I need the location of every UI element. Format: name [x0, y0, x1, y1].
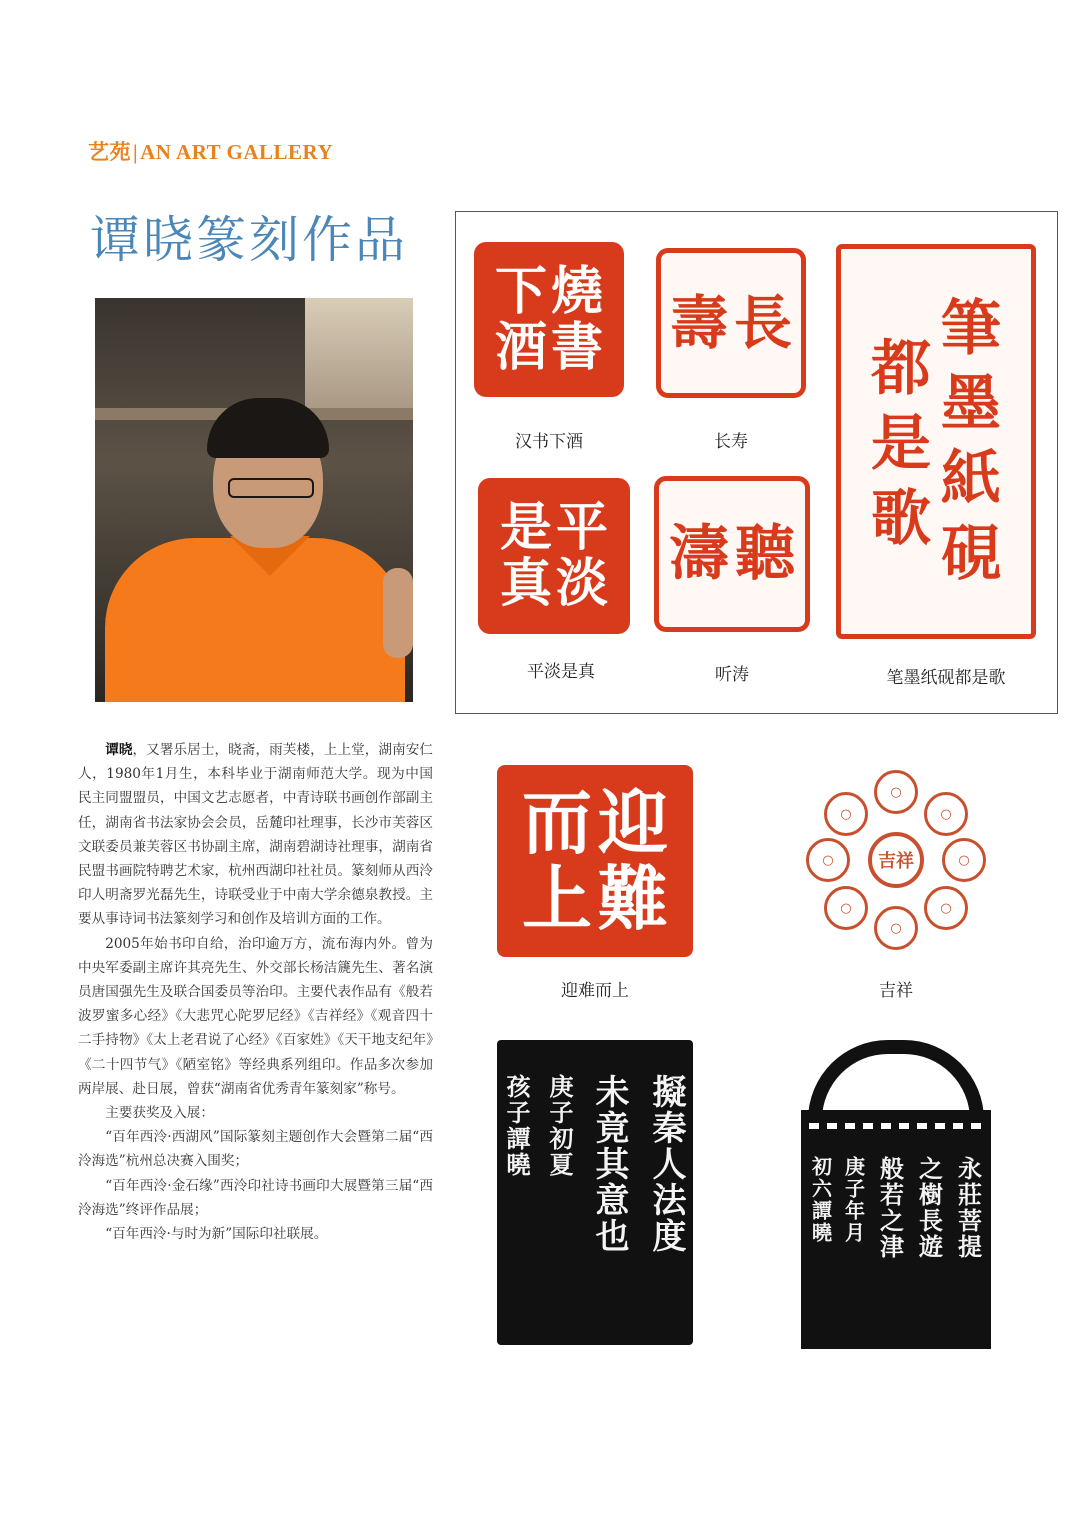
- seal-char: 長: [734, 289, 793, 357]
- seal-jixiang: [806, 770, 986, 950]
- seal-char: 難: [598, 857, 668, 940]
- round-seal-ring: ○: [874, 770, 918, 814]
- seal-char: 酒: [494, 316, 547, 378]
- seal-char: 墨: [941, 368, 1001, 439]
- photo-shirt: [105, 538, 405, 702]
- seal-char: 歌: [871, 483, 931, 554]
- seal-bimo-zhiyan: [836, 244, 1036, 639]
- bio-award: “百年西泠·西湖风”国际篆刻主题创作大会暨第二届“西泠海选”杭州总决赛入围奖；: [78, 1129, 433, 1170]
- inscription-column: 庚子初夏: [545, 1074, 574, 1178]
- seal-char: 平: [556, 497, 609, 558]
- artist-biography: [78, 738, 433, 1246]
- seal-pingdan-shizhen: [478, 478, 630, 634]
- bio-award: “百年西泠·与时为新”国际印社联展。: [105, 1226, 328, 1243]
- side-inscription-rubbing-2: [801, 1144, 991, 1349]
- round-seal-ring: ○: [806, 838, 850, 882]
- seal-char: 真: [499, 553, 552, 614]
- seal-char: 都: [871, 333, 931, 404]
- round-seal-ring: ○: [824, 792, 868, 836]
- section-header-cn: 艺苑: [88, 140, 131, 164]
- seal-char: 聽: [735, 519, 795, 589]
- inscription-column: 未竟其意也: [589, 1074, 629, 1254]
- seal-caption: 吉祥: [879, 981, 913, 1001]
- bio-award: “百年西泠·金石缘”西泠印社诗书画印大展暨第三届“西泠海选”终评作品展；: [78, 1177, 433, 1218]
- round-seal-ring: ○: [942, 838, 986, 882]
- page-title: 谭晓篆刻作品: [90, 211, 408, 269]
- artist-name: 谭晓: [105, 742, 133, 758]
- inscription-column: 擬秦人法度: [646, 1074, 686, 1254]
- seal-char: 下: [494, 260, 547, 322]
- inscription-column: 孩子譚曉: [502, 1074, 531, 1178]
- seal-caption: 迎难而上: [561, 981, 629, 1001]
- inscription-column: 般若之津: [875, 1156, 905, 1260]
- bio-paragraph: [78, 738, 433, 932]
- inscription-column: 庚子年月: [841, 1156, 866, 1244]
- seal-hanshu-xiajiu: [474, 242, 624, 397]
- round-seal-center: 吉祥: [868, 832, 924, 888]
- seal-char: 書: [551, 316, 604, 378]
- seal-char: 硯: [941, 518, 1001, 589]
- bio-paragraph: 主要获奖及入展：: [105, 1105, 214, 1122]
- photo-hand: [383, 568, 413, 658]
- bio-text: ，又署乐居士，晓斋，雨芙楼，上上堂，湖南安仁人，1980年1月生，本科毕业于湖南师范大学。现为中国民主同盟盟员，中国文艺志愿者，中青诗联书画创作部副主任，湖南省书法家协会会员，岳麓印社理事，长沙市芙蓉区文联委员兼芙蓉区书协副主席，湖南碧湖诗社理事，湖南省民盟书画院特聘艺术家，杭州西湖印社社员。篆刻师从西泠印人明斋罗光磊先生，诗联受业于中南大学余德泉教授。主要从事诗词书法篆刻学习和创作及培训方面的工作。: [78, 742, 434, 928]
- inscription-column: 永莊菩提: [953, 1156, 983, 1260]
- inscription-column: 之樹長遊: [914, 1156, 944, 1260]
- round-seal-ring: ○: [924, 886, 968, 930]
- side-inscription-rubbing-1: [497, 1040, 693, 1345]
- rubbing-2-arch: [808, 1040, 984, 1120]
- artist-photo: [95, 298, 413, 702]
- seal-char: 是: [499, 497, 552, 558]
- seal-caption: 平淡是真: [527, 662, 595, 682]
- section-header-separator: |: [133, 140, 139, 164]
- seal-char: 壽: [669, 289, 728, 357]
- inscription-column: 初六譚曉: [808, 1156, 833, 1244]
- seal-char: 燒: [551, 260, 604, 322]
- rubbing-2-pattern-band: [801, 1110, 991, 1144]
- bio-paragraph: 2005年始书印自给，治印逾万方，流布海内外。曾为中央军委副主席许其亮先生、外交部长杨洁篪先生、著名演员唐国强先生及联合国委员等治印。主要代表作品有《般若波罗蜜多心经》《大悲咒心陀罗尼经》《吉祥经》《观音四十二手持物》《太上老君说了心经》《百家姓》《天干地支纪年》《二十四节气》《陋室铭》等经典系列组印。作品多次参加两岸展、赴日展，曾获“湖南省优秀青年篆刻家”称号。: [78, 935, 433, 1097]
- seal-char: 是: [871, 408, 931, 479]
- round-seal-ring: ○: [874, 906, 918, 950]
- seal-char: 而: [522, 781, 592, 864]
- photo-glasses: [228, 478, 314, 498]
- section-header-en: AN ART GALLERY: [140, 140, 334, 164]
- seal-char: 上: [522, 857, 592, 940]
- seal-caption: 听涛: [715, 665, 749, 685]
- seal-char: 迎: [598, 781, 668, 864]
- seal-changshou: [656, 248, 806, 398]
- seal-yingnan-ershang: [497, 765, 693, 957]
- seal-caption: 汉书下酒: [515, 432, 583, 452]
- photo-lamp: [305, 298, 413, 418]
- round-seal-ring: ○: [924, 792, 968, 836]
- round-seal-ring: ○: [824, 886, 868, 930]
- seal-caption: 长寿: [714, 432, 748, 452]
- seal-caption: 笔墨纸砚都是歌: [886, 668, 1006, 688]
- section-header: [88, 136, 333, 166]
- seal-char: 筆: [941, 293, 1001, 364]
- seal-char: 紙: [941, 443, 1001, 514]
- seal-char: 淡: [556, 553, 609, 614]
- seal-char: 濤: [669, 519, 729, 589]
- seal-tingtao: [654, 476, 810, 632]
